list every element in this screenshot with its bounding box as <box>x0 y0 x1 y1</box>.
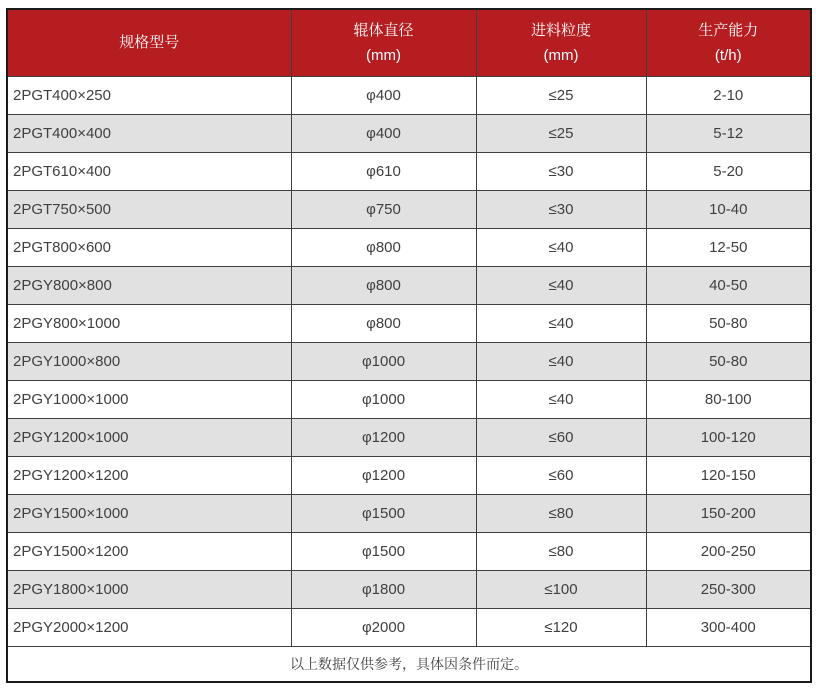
cell-model: 2PGY1500×1200 <box>7 532 291 570</box>
header-row <box>7 9 811 76</box>
cell-capacity: 40-50 <box>646 266 811 304</box>
header-cell-model <box>7 9 291 76</box>
cell-capacity: 150-200 <box>646 494 811 532</box>
spec-table-footer <box>7 646 811 682</box>
header-cell-feed-size <box>476 9 646 76</box>
cell-model: 2PGY1200×1000 <box>7 418 291 456</box>
header-unit: (mm) <box>366 46 401 64</box>
cell-feed-size: ≤40 <box>476 342 646 380</box>
header-unit: (mm) <box>543 46 579 64</box>
cell-capacity: 10-40 <box>646 190 811 228</box>
cell-capacity: 50-80 <box>646 342 811 380</box>
cell-feed-size: ≤40 <box>476 266 646 304</box>
cell-capacity: 100-120 <box>646 418 811 456</box>
cell-capacity: 2-10 <box>646 76 811 114</box>
cell-roller-diameter: φ1800 <box>291 570 476 608</box>
cell-feed-size: ≤25 <box>476 114 646 152</box>
cell-feed-size: ≤40 <box>476 228 646 266</box>
footer-row <box>7 646 811 682</box>
cell-model: 2PGY800×800 <box>7 266 291 304</box>
table-row <box>7 380 811 418</box>
table-row <box>7 418 811 456</box>
cell-model: 2PGY1000×1000 <box>7 380 291 418</box>
header-label: 规格型号 <box>119 34 180 52</box>
cell-feed-size: ≤30 <box>476 152 646 190</box>
cell-roller-diameter: φ1000 <box>291 380 476 418</box>
header-unit: (t/h) <box>714 46 742 64</box>
cell-model: 2PGT610×400 <box>7 152 291 190</box>
cell-roller-diameter: φ1000 <box>291 342 476 380</box>
cell-capacity: 250-300 <box>646 570 811 608</box>
cell-model: 2PGT400×250 <box>7 76 291 114</box>
cell-roller-diameter: φ400 <box>291 76 476 114</box>
cell-model: 2PGT750×500 <box>7 190 291 228</box>
table-row <box>7 152 811 190</box>
spec-table-header <box>7 9 811 76</box>
cell-model: 2PGY1000×800 <box>7 342 291 380</box>
cell-capacity: 120-150 <box>646 456 811 494</box>
table-row <box>7 76 811 114</box>
cell-capacity: 50-80 <box>646 304 811 342</box>
table-row <box>7 342 811 380</box>
cell-roller-diameter: φ610 <box>291 152 476 190</box>
cell-capacity: 300-400 <box>646 608 811 646</box>
cell-roller-diameter: φ1500 <box>291 494 476 532</box>
cell-roller-diameter: φ2000 <box>291 608 476 646</box>
header-cell-roller-diameter <box>291 9 476 76</box>
header-cell-capacity <box>646 9 811 76</box>
header-label: 进料粒度 <box>530 21 591 39</box>
cell-model: 2PGY1200×1200 <box>7 456 291 494</box>
cell-feed-size: ≤80 <box>476 532 646 570</box>
cell-roller-diameter: φ1200 <box>291 456 476 494</box>
cell-capacity: 5-20 <box>646 152 811 190</box>
cell-capacity: 12-50 <box>646 228 811 266</box>
cell-model: 2PGY1500×1000 <box>7 494 291 532</box>
cell-model: 2PGY2000×1200 <box>7 608 291 646</box>
cell-model: 2PGY800×1000 <box>7 304 291 342</box>
table-row <box>7 608 811 646</box>
header-label: 生产能力 <box>698 21 759 39</box>
cell-capacity: 200-250 <box>646 532 811 570</box>
table-row <box>7 494 811 532</box>
cell-roller-diameter: φ400 <box>291 114 476 152</box>
cell-feed-size: ≤40 <box>476 380 646 418</box>
cell-feed-size: ≤80 <box>476 494 646 532</box>
cell-model: 2PGY1800×1000 <box>7 570 291 608</box>
cell-roller-diameter: φ750 <box>291 190 476 228</box>
cell-roller-diameter: φ800 <box>291 228 476 266</box>
cell-roller-diameter: φ800 <box>291 304 476 342</box>
footer-note: 以上数据仅供参考，具体因条件而定。 <box>7 646 811 682</box>
cell-capacity: 80-100 <box>646 380 811 418</box>
cell-feed-size: ≤30 <box>476 190 646 228</box>
cell-feed-size: ≤40 <box>476 304 646 342</box>
cell-capacity: 5-12 <box>646 114 811 152</box>
spec-table-body <box>7 76 811 646</box>
cell-feed-size: ≤25 <box>476 76 646 114</box>
cell-feed-size: ≤100 <box>476 570 646 608</box>
cell-roller-diameter: φ1500 <box>291 532 476 570</box>
table-row <box>7 228 811 266</box>
table-row <box>7 114 811 152</box>
table-row <box>7 570 811 608</box>
cell-feed-size: ≤60 <box>476 418 646 456</box>
cell-model: 2PGT400×400 <box>7 114 291 152</box>
table-row <box>7 266 811 304</box>
header-label: 辊体直径 <box>353 21 414 39</box>
table-row <box>7 456 811 494</box>
spec-table <box>6 8 812 683</box>
table-row <box>7 190 811 228</box>
table-row <box>7 532 811 570</box>
cell-roller-diameter: φ800 <box>291 266 476 304</box>
table-row <box>7 304 811 342</box>
cell-roller-diameter: φ1200 <box>291 418 476 456</box>
cell-feed-size: ≤60 <box>476 456 646 494</box>
cell-feed-size: ≤120 <box>476 608 646 646</box>
cell-model: 2PGT800×600 <box>7 228 291 266</box>
